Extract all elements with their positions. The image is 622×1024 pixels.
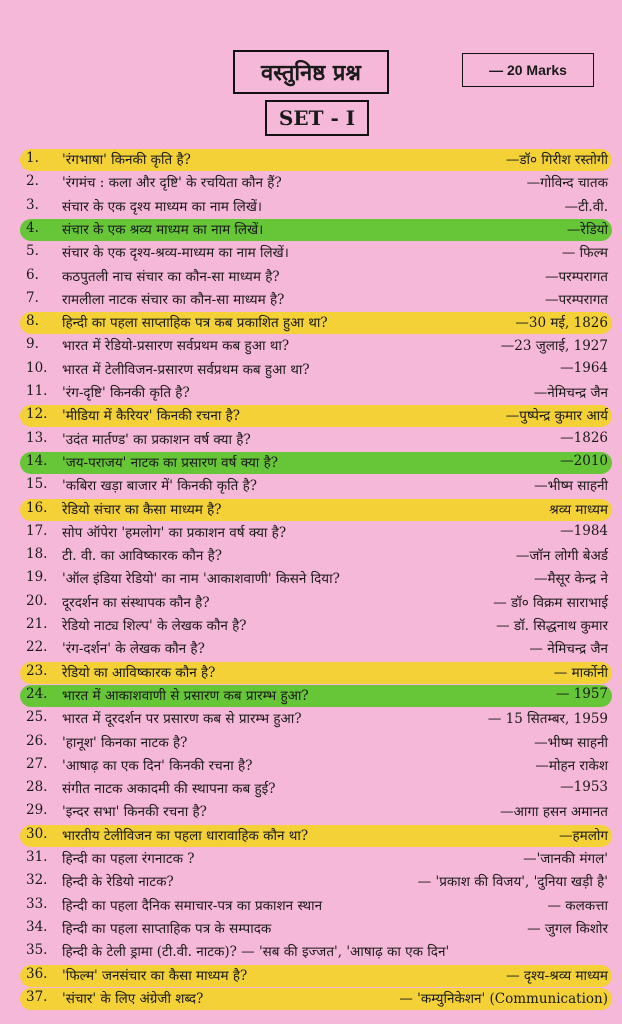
question-text: 'कबिरा खड़ा बाजार में' किनकी कृति है? — [62, 478, 258, 495]
answer-text: — 1957 — [555, 685, 608, 702]
answer-text: —डॉ० गिरीश रस्तोगी — [505, 152, 608, 168]
marks-label: — 20 Marks — [462, 53, 594, 87]
question-text: हिन्दी का पहला दैनिक समाचार-पत्र का प्रकाशन स्थान — [62, 897, 323, 914]
answer-text: —भीष्म साहनी — [534, 478, 608, 495]
question-text: संचार के एक दृश्य माध्यम का नाम लिखें। — [62, 198, 262, 215]
question-text: हिन्दी के रेडियो नाटक? — [62, 874, 174, 891]
question-number: 27. — [26, 755, 48, 772]
question-text: 'ऑल इंडिया रेडियो' का नाम 'आकाशवाणी' किसने दिया? — [62, 571, 340, 588]
answer-text: —परम्परागत — [545, 291, 608, 308]
question-row — [0, 872, 622, 894]
question-number: 32. — [26, 872, 48, 889]
question-row — [0, 896, 622, 918]
question-row — [0, 686, 622, 708]
answer-text: —मैसूर केन्द्र ने — [533, 571, 608, 588]
question-text: 'रंगभाषा' किनकी कृति है? — [62, 152, 191, 168]
question-number: 36. — [26, 965, 48, 982]
question-number: 5. — [26, 243, 39, 260]
answer-text: —हमलोग — [559, 827, 608, 844]
question-row — [0, 989, 622, 1011]
question-number: 14. — [26, 452, 48, 469]
question-row — [0, 406, 622, 428]
question-text: भारत में दूरदर्शन पर प्रसारण कब से प्रारम्भ हुआ? — [62, 711, 302, 728]
question-row — [0, 546, 622, 568]
question-number: 33. — [26, 895, 48, 912]
answer-text: — जुगल किशोर — [527, 920, 608, 937]
answer-text: — डॉ० विक्रम साराभाई — [493, 594, 608, 611]
question-text: हिन्दी का पहला रंगनाटक ? — [62, 851, 195, 867]
question-text: संचार के एक दृश्य-श्रव्य-माध्यम का नाम लिखें। — [62, 245, 289, 262]
question-number: 8. — [26, 313, 39, 330]
question-text: टी. वी. का आविष्कारक कौन है? — [62, 548, 223, 565]
answer-text: —1964 — [560, 359, 608, 376]
question-text: भारत में टेलीविजन-प्रसारण सर्वप्रथम कब हुआ था? — [62, 361, 310, 378]
question-row — [0, 826, 622, 848]
question-number: 6. — [26, 266, 39, 283]
answer-text: —30 मई, 1826 — [515, 315, 608, 332]
question-number: 2. — [26, 173, 39, 190]
question-row — [0, 523, 622, 545]
question-row — [0, 593, 622, 615]
question-text: 'उदंत मार्तण्ड' का प्रकाशन वर्ष क्या है? — [62, 431, 251, 448]
answer-text: —गोविन्द चातक — [526, 175, 608, 192]
question-text: सोप ऑपेरा 'हमलोग' का प्रकाशन वर्ष क्या है? — [62, 524, 287, 541]
question-text: 'मीडिया में कैरियर' किनकी रचना है? — [62, 408, 241, 425]
question-text: हिन्दी का पहला साप्ताहिक पत्र के सम्पादक — [62, 920, 272, 937]
question-text: रामलीला नाटक संचार का कौन-सा माध्यम है? — [62, 291, 285, 308]
answer-text: — डॉ. सिद्धनाथ कुमार — [496, 618, 608, 634]
question-text: हिन्दी के टेली ड्रामा (टी.वी. नाटक)? — 'सब की इज्जत', 'आषाढ़ का एक दिन' — [62, 944, 450, 961]
answer-text: —23 जुलाई, 1927 — [500, 338, 608, 355]
question-text: दूरदर्शन का संस्थापक कौन है? — [62, 594, 210, 611]
question-text: संगीत नाटक अकादमी की स्थापना कब हुई? — [62, 781, 276, 798]
question-row — [0, 476, 622, 498]
answer-text: —आगा हसन अमानत — [500, 804, 608, 821]
question-number: 4. — [26, 219, 39, 236]
question-row — [0, 639, 622, 661]
question-number: 26. — [26, 732, 48, 749]
question-number: 35. — [26, 942, 48, 959]
question-number: 7. — [26, 289, 39, 306]
question-number: 10. — [26, 359, 48, 376]
set-label: SET - I — [265, 100, 369, 136]
question-text: 'जय-पराजय' नाटक का प्रसारण वर्ष क्या है? — [62, 454, 278, 471]
question-row — [0, 663, 622, 685]
question-row — [0, 616, 622, 638]
question-row — [0, 220, 622, 242]
question-row — [0, 290, 622, 312]
question-row — [0, 966, 622, 988]
question-row — [0, 779, 622, 801]
question-number: 16. — [26, 499, 48, 516]
question-row — [0, 942, 622, 964]
question-number: 18. — [26, 546, 48, 563]
question-text: भारत में रेडियो-प्रसारण सर्वप्रथम कब हुआ था? — [62, 338, 290, 355]
question-text: कठपुतली नाच संचार का कौन-सा माध्यम है? — [62, 268, 280, 285]
page-title: वस्तुनिष्ठ प्रश्न — [233, 50, 389, 94]
answer-text: — 15 सितम्बर, 1959 — [487, 711, 608, 728]
question-number: 30. — [26, 825, 48, 842]
answer-text: — दृश्य-श्रव्य माध्यम — [506, 967, 608, 984]
answer-text: —1984 — [560, 522, 608, 539]
answer-text: —2010 — [560, 452, 608, 469]
answer-text: —परम्परागत — [545, 268, 608, 285]
answer-text: —भीष्म साहनी — [534, 734, 608, 751]
question-row — [0, 150, 622, 172]
question-number: 28. — [26, 779, 48, 796]
question-text: 'रंग-दृष्टि' किनकी कृति है? — [62, 385, 190, 401]
question-row — [0, 802, 622, 824]
question-text: संचार के एक श्रव्य माध्यम का नाम लिखें। — [62, 221, 264, 238]
answer-text: —1953 — [560, 779, 608, 796]
question-row — [0, 383, 622, 405]
question-text: रेडियो संचार का कैसा माध्यम है? — [62, 501, 222, 518]
question-number: 29. — [26, 802, 48, 819]
answer-text: —'जानकी मंगल' — [523, 851, 608, 867]
answer-text: श्रव्य माध्यम — [549, 501, 608, 518]
question-number: 15. — [26, 476, 48, 493]
question-number: 9. — [26, 336, 39, 353]
question-number: 23. — [26, 662, 48, 679]
question-row — [0, 919, 622, 941]
question-row — [0, 430, 622, 452]
question-number: 34. — [26, 918, 48, 935]
question-row — [0, 569, 622, 591]
question-number: 12. — [26, 406, 48, 423]
question-text: 'रंगमंच : कला और दृष्टि' के रचयिता कौन हैं? — [62, 175, 282, 192]
question-row — [0, 709, 622, 731]
question-number: 31. — [26, 849, 48, 865]
question-text: रेडियो नाट्य शिल्प' के लेखक कौन है? — [62, 618, 247, 634]
question-number: 25. — [26, 709, 48, 726]
answer-text: —रेडियो — [566, 221, 608, 238]
question-text: 'संचार' के लिए अंग्रेजी शब्द? — [62, 990, 204, 1007]
question-number: 21. — [26, 616, 48, 632]
question-number: 22. — [26, 639, 48, 656]
answer-text: — फिल्म — [561, 245, 608, 262]
question-text: 'हानूश' किनका नाटक है? — [62, 734, 188, 751]
question-text: 'आषाढ़ का एक दिन' किनकी रचना है? — [62, 757, 253, 774]
question-row — [0, 733, 622, 755]
question-row — [0, 313, 622, 335]
answer-text: —मोहन राकेश — [535, 757, 608, 774]
question-number: 20. — [26, 592, 48, 609]
question-text: भारतीय टेलीविजन का पहला धारावाहिक कौन था? — [62, 827, 309, 844]
question-number: 24. — [26, 685, 48, 702]
question-text: भारत में आकाशवाणी से प्रसारण कब प्रारम्भ हुआ? — [62, 687, 309, 704]
question-text: 'रंग-दर्शन' के लेखक कौन है? — [62, 641, 205, 658]
answer-text: —जॉन लोगी बेअर्ड — [515, 548, 608, 565]
question-row — [0, 267, 622, 289]
question-number: 1. — [26, 150, 39, 166]
answer-text: — नेमिचन्द्र जैन — [529, 641, 608, 658]
question-number: 13. — [26, 429, 48, 446]
answer-text: — 'प्रकाश की विजय', 'दुनिया खड़ी है' — [417, 874, 608, 891]
question-text: 'इन्दर सभा' किनकी रचना है? — [62, 804, 207, 821]
answer-text: —नेमिचन्द्र जैन — [533, 385, 608, 401]
question-number: 11. — [26, 383, 48, 399]
question-row — [0, 360, 622, 382]
answer-text: —टी.वी. — [564, 198, 608, 215]
question-number: 37. — [26, 988, 48, 1005]
question-text: रेडियो का आविष्कारक कौन है? — [62, 664, 216, 681]
question-row — [0, 197, 622, 219]
question-row — [0, 336, 622, 358]
question-text: हिन्दी का पहला साप्ताहिक पत्र कब प्रकाशित हुआ था? — [62, 315, 328, 332]
answer-text: — मार्कोनी — [553, 664, 608, 681]
answer-text: —पुष्पेन्द्र कुमार आर्य — [505, 408, 608, 425]
answer-text: — कलकत्ता — [547, 897, 608, 914]
question-row — [0, 500, 622, 522]
question-row — [0, 453, 622, 475]
answer-text: —1826 — [560, 429, 608, 446]
question-number: 17. — [26, 522, 48, 539]
question-row — [0, 243, 622, 265]
question-row — [0, 173, 622, 195]
question-number: 19. — [26, 569, 48, 586]
question-text: 'फिल्म' जनसंचार का कैसा माध्यम है? — [62, 967, 248, 984]
answer-text: — 'कम्युनिकेशन' (Communication) — [399, 990, 608, 1007]
question-row — [0, 756, 622, 778]
question-number: 3. — [26, 196, 39, 213]
question-row — [0, 849, 622, 871]
